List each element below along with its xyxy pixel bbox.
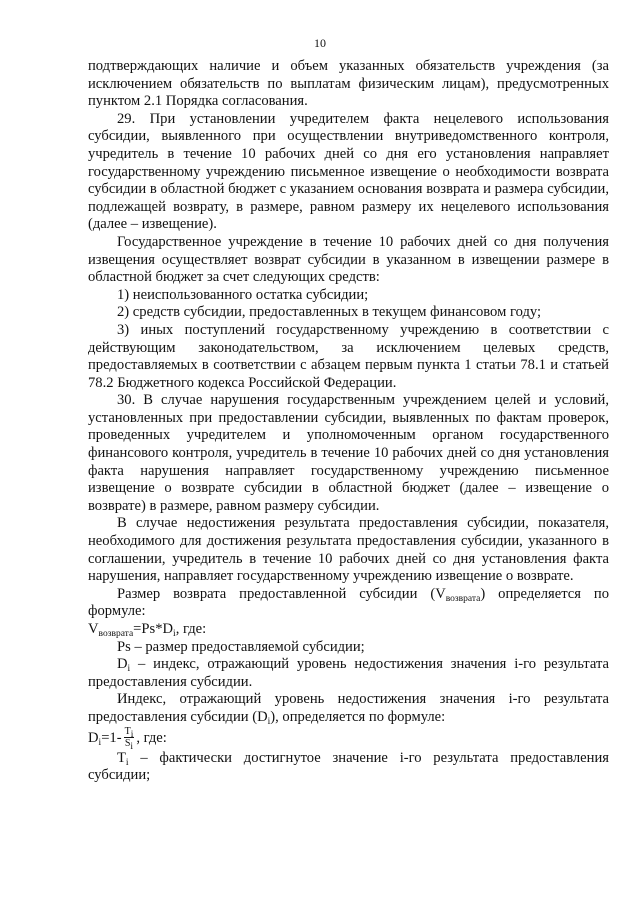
refund-formula: $V_{возврата}=Ps*D_i$, где: <box>88 621 207 639</box>
paragraph: 30. В случае нарушения государственным учреждением целей и условий, установленных при предоставлении субсидии, выявленных по фактам проверок, проведенных учредителем и уполномоченным органом государственного финансового контроля, учредитель в течение 10 рабочих дней со дня установления факта нарушения направляет государственному учреждению письменное извещение о возврате субсидии в областной бюджет (далее – извещение о возврате) в размере, равном размеру субсидии. <box>88 392 609 514</box>
paragraph: 29. При установлении учредителем факта нецелевого использования субсидии, выявленного при осуществлении внутриведомственного контроля, учредитель в течение 10 рабочих дней со дня его установления направляет государственному учреждению письменное извещение о необходимости возврата субсидии в областной бюджет с указанием основания возврата и размера субсидии, подлежащей возврату, в размере, равном размеру их нецелевого использования (далее – извещение). <box>88 110 609 233</box>
fraction <box>124 725 135 752</box>
page-number: 10 <box>314 36 326 50</box>
paragraph: В случае недостижения результата предоставления субсидии, показателя, необходимого для достижения результата предоставления субсидии, указанного в соглашении, учредитель в течение 10 рабочих дней со дня установления факта нарушения, направляет государственному учреждению извещение о возврате. <box>88 515 609 585</box>
paragraph: Государственное учреждение в течение 10 рабочих дней со дня получения извещения осуществляет возврат субсидии в указанном в извещении размере в областной бюджет за счет следующих средств: <box>88 233 609 286</box>
definition-di: $D_i$ – индекс, отражающий уровень недостижения значения i-го результата предоставления субсидии. <box>88 656 609 690</box>
fraction-denominator: $S_i$ <box>124 737 134 752</box>
definition-ps: Ps – размер предоставляемой субсидии; <box>117 638 365 655</box>
document-body <box>88 58 609 785</box>
paragraph-group <box>88 58 609 586</box>
fraction-numerator: $T_i$ <box>124 725 134 740</box>
paragraph: 3) иных поступлений государственному учреждению в соответствии с действующим законодательством, за исключением целевых средств, предоставляемых в соответствии с абзацем первым пункта 1 статьи 78.1 и статьей 78.2 Бюджетного кодекса Российской Федерации. <box>88 321 609 391</box>
index-paragraph: Индекс, отражающий уровень недостижения значения i-го результата предоставления субсидии $(D_i)$, определяется по формуле: <box>88 691 609 727</box>
paragraph: 1) неиспользованного остатка субсидии; <box>117 286 369 303</box>
paragraph: подтверждающих наличие и объем указанных обязательств учреждения (за исключением обязательств по выплатам физическим лицам), предусмотренных пунктом 2.1 Порядка согласования. <box>88 58 609 110</box>
definition-ti: $T_i$ – фактически достигнутое значение i-го результата предоставления субсидии; <box>88 749 609 784</box>
index-formula: $D_i=1-$ $\frac{T_i}{S_i}$ , где: <box>88 725 167 752</box>
refund-size-paragraph: Размер возврата предоставленной субсидии $(V_{возврата})$ определяется по формуле: <box>88 585 609 620</box>
paragraph: 2) средств субсидии, предоставленных в текущем финансовом году; <box>117 304 542 321</box>
